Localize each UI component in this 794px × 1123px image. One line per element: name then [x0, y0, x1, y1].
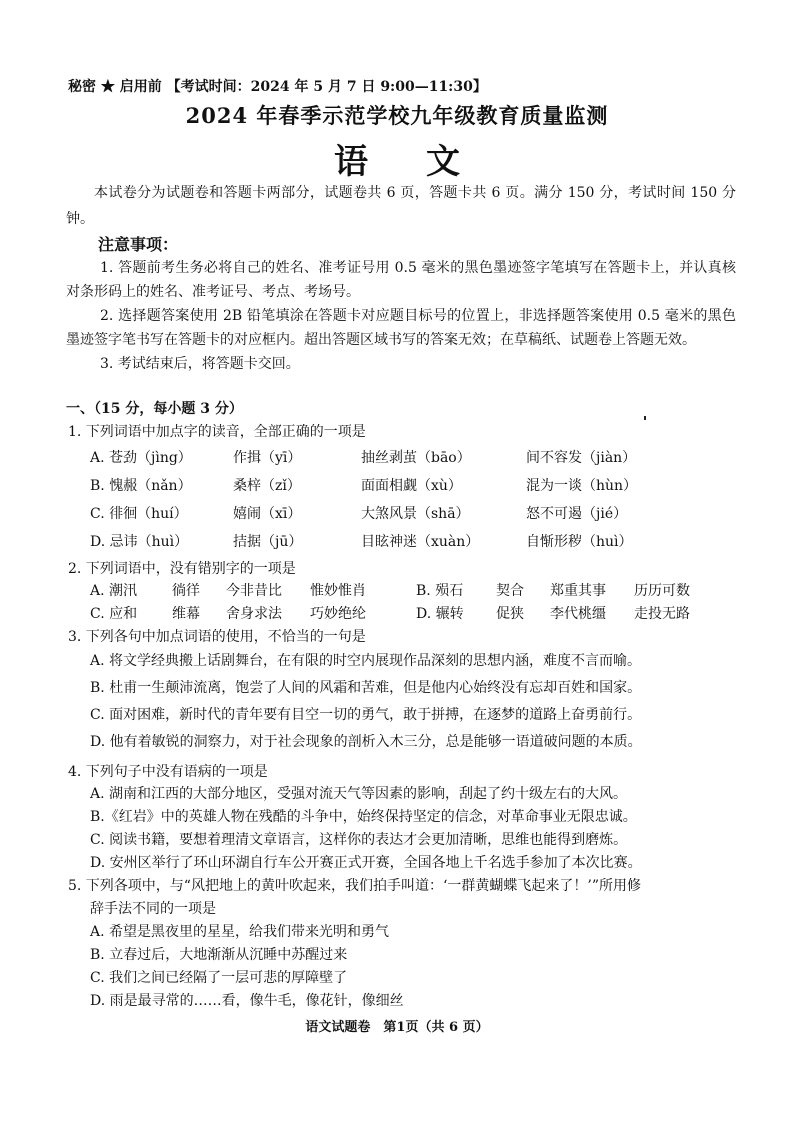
- notice-item: 2. 选择题答案使用 2B 铅笔填涂在答题卡对应题目标号的位置上，非选择题答案使用 0.5 毫米的黑色墨迹签字笔书写在答题卡的对应框内。超出答题区域书写的答案无效；在草稿纸、试题卷上答题无效。: [66, 308, 736, 348]
- question-stem-continued: 辞手法不同的一项是: [90, 901, 216, 917]
- q1-option: B. 愧赧（nǎn）: [90, 478, 192, 494]
- q4-option: A. 湖南和江西的大部分地区，受强对流天气等因素的影响，刮起了约十级左右的大风。: [90, 786, 628, 802]
- q1-option: 作揖（yī）: [233, 450, 302, 466]
- q3-option: D. 他有着敏锐的洞察力，对于社会现象的剖析入木三分，总是能够一语道破问题的本质。: [90, 734, 642, 750]
- q1-option: 拮据（jū）: [233, 534, 303, 550]
- q1-option: 混为一谈（hùn）: [526, 478, 638, 494]
- q1-option: 大煞风景（shā）: [361, 506, 470, 522]
- q4-option: B.《红岩》中的英雄人物在残酷的斗争中，始终保持坚定的信念，对革命事业无限忠诚。: [90, 809, 637, 825]
- q1-option: A. 苍劲（jìng）: [90, 450, 192, 466]
- q5-option: A. 希望是黑夜里的星星，给我们带来光明和勇气: [90, 924, 390, 940]
- exam-title: 2024 年春季示范学校九年级教育质量监测: [185, 103, 609, 128]
- q2-word: 惟妙惟肖: [310, 583, 366, 599]
- q1-option: 自惭形秽（huì）: [526, 534, 633, 550]
- q1-option: 目眩神迷（xuàn）: [361, 534, 480, 550]
- q2-word: C. 应和: [90, 606, 138, 622]
- subject-title: 语文: [334, 142, 518, 182]
- q1-option: C. 徘徊（huí）: [90, 506, 188, 522]
- question-stem: 4. 下列句子中没有语病的一项是: [68, 764, 268, 780]
- q2-word: 徜徉: [172, 583, 200, 599]
- q2-word: B. 殒石: [416, 583, 464, 599]
- q2-word: D. 辗转: [416, 606, 464, 622]
- q2-word: 巧妙绝纶: [310, 606, 366, 622]
- q2-word: A. 潮汛: [90, 583, 138, 599]
- q4-option: C. 阅读书籍，要想着理清文章语言，这样你的表达才会更加清晰，思维也能得到磨炼。: [90, 832, 628, 848]
- q1-option: D. 忌讳（huì）: [90, 534, 189, 550]
- q1-option: 间不容发（jiàn）: [526, 450, 637, 466]
- notice-item: 3. 考试结束后，将答题卡交回。: [100, 356, 300, 372]
- section-heading: 一、（15 分，每小题 3 分）: [66, 401, 243, 417]
- q1-option: 嬉闹（xī）: [233, 506, 302, 522]
- q5-option: B. 立春过后，大地渐渐从沉睡中苏醒过来: [90, 947, 348, 963]
- question-stem: 5. 下列各项中，与“风把地上的黄叶吹起来，我们拍手叫道：‘一群黄蝴蝶飞起来了！’”所用修: [68, 878, 642, 894]
- q2-word: 历历可数: [634, 583, 690, 599]
- notice-item: 1. 答题前考生务必将自己的姓名、准考证号用 0.5 毫米的黑色墨迹签字笔填写在答题卡上，并认真核对条形码上的姓名、准考证号、考点、考场号。: [66, 260, 736, 300]
- q2-word: 维幕: [172, 606, 200, 622]
- question-stem: 1. 下列词语中加点字的读音，全部正确的一项是: [68, 424, 366, 440]
- question-stem: 3. 下列各句中加点词语的使用，不恰当的一句是: [68, 629, 366, 645]
- q1-option: 面面相觑（xù）: [361, 478, 462, 494]
- stray-mark: [644, 416, 646, 420]
- q4-option: D. 安州区举行了环山环湖自行车公开赛正式开赛，全国各地上千名选手参加了本次比赛。: [90, 855, 642, 871]
- q1-option: 桑梓（zǐ）: [233, 478, 301, 494]
- q2-word: 契合: [496, 583, 524, 599]
- q1-option: 怒不可遏（jié）: [526, 506, 628, 522]
- q2-word: 郑重其事: [550, 583, 606, 599]
- q2-word: 李代桃缰: [550, 606, 606, 622]
- exam-intro: 本试卷分为试题卷和答题卡两部分，试题卷共 6 页，答题卡共 6 页。满分 150 分，考试时间 150 分钟。: [66, 185, 736, 227]
- q1-option: 抽丝剥茧（bāo）: [361, 450, 471, 466]
- q3-option: B. 杜甫一生颠沛流离，饱尝了人间的风霜和苦难，但是他内心始终没有忘却百姓和国家。: [90, 680, 642, 696]
- question-stem: 2. 下列词语中，没有错别字的一项是: [68, 561, 296, 577]
- q2-word: 走投无路: [634, 606, 690, 622]
- q2-word: 舍身求法: [226, 606, 282, 622]
- q3-option: C. 面对困难，新时代的青年要有目空一切的勇气，敢于拼搏，在逐梦的道路上奋勇前行。: [90, 707, 642, 723]
- q5-option: C. 我们之间已经隔了一层可悲的厚障壁了: [90, 970, 348, 986]
- q2-word: 促狭: [496, 606, 524, 622]
- page-footer: 语文试题卷 第1页（共 6 页）: [305, 1020, 489, 1035]
- q5-option: D. 雨是最寻常的……看，像牛毛，像花针，像细丝: [90, 993, 404, 1009]
- confidential-header: 秘密 ★ 启用前 【考试时间：2024 年 5 月 7 日 9:00—11:30】: [68, 79, 487, 95]
- notice-title: 注意事项：: [98, 235, 179, 254]
- q2-word: 今非昔比: [226, 583, 282, 599]
- q3-option: A. 将文学经典搬上话剧舞台，在有限的时空内展现作品深刻的思想内涵，难度不言而喻。: [90, 653, 642, 669]
